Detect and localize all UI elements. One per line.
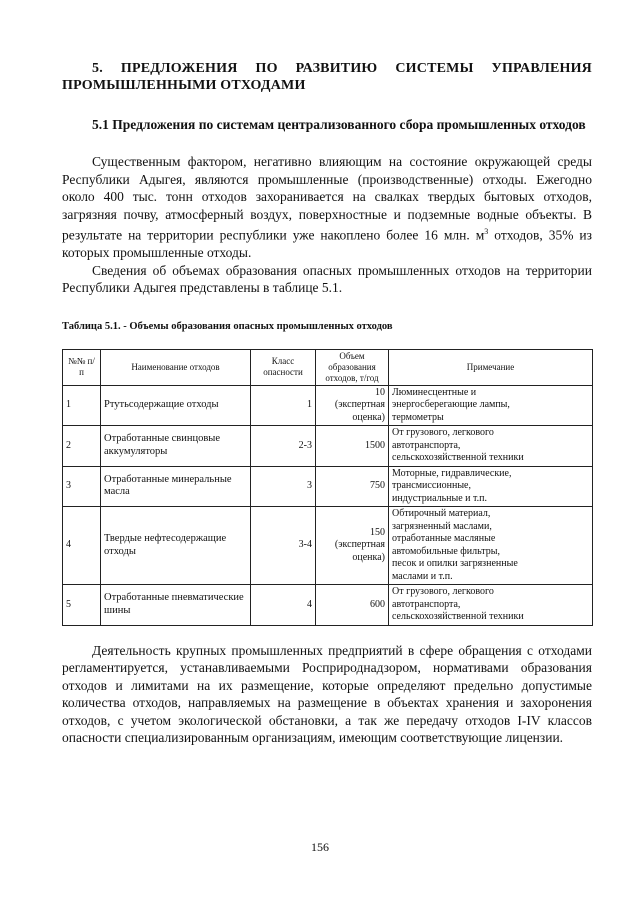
cell-volume: 10 (экспертная оценка)	[316, 385, 389, 426]
table-header-row	[63, 349, 593, 385]
cell-name: Отработанные свинцовые аккумуляторы	[101, 426, 251, 467]
paragraph-1-text-a: Существенным фактором, негативно влияющим на состояние окружающей среды Республики Адыгея, являются промышленные (производственные) отходы. Ежегодно около 400 тыс. тонн отходов захоранивается на свалках твердых бытовых отходов, загрязняя почву, атмосферный воздух, поверхностные и подземные водные объекты. В результате на территории республики уже накоплено более 16 млн. м	[62, 154, 592, 243]
paragraph-1	[62, 153, 592, 262]
cell-number: 4	[63, 507, 101, 585]
header-volume: Объем образования отходов, т/год	[316, 349, 389, 385]
cell-number: 5	[63, 585, 101, 626]
paragraph-2: Сведения об объемах образования опасных промышленных отходов на территории Республики Адыгея представлены в таблице 5.1.	[62, 262, 592, 295]
cell-number: 1	[63, 385, 101, 426]
header-name: Наименование отходов	[101, 349, 251, 385]
superscript-3: 3	[484, 227, 489, 236]
paragraph-1-text-b: отходов, 35% из которых промышленные отходы.	[62, 227, 592, 260]
document-page	[62, 60, 592, 747]
header-note: Примечание	[389, 349, 593, 385]
table-caption: Таблица 5.1. - Объемы образования опасных промышленных отходов	[62, 320, 393, 332]
cell-class: 3-4	[251, 507, 316, 585]
cell-class: 3	[251, 466, 316, 507]
cell-name: Ртутьсодержащие отходы	[101, 385, 251, 426]
cell-number: 2	[63, 426, 101, 467]
cell-note: От грузового, легкового автотранспорта, сельскохозяйственной техники	[389, 585, 593, 626]
cell-note: Люминесцентные и энергосберегающие лампы, термометры	[389, 385, 593, 426]
page-number: 156	[311, 840, 329, 854]
cell-note: Моторные, гидравлические, трансмиссионные, индустриальные и т.п.	[389, 466, 593, 507]
table-row	[63, 585, 593, 626]
cell-class: 1	[251, 385, 316, 426]
cell-volume: 600	[316, 585, 389, 626]
header-number: №№ п/п	[63, 349, 101, 385]
cell-note: Обтирочный материал, загрязненный маслами, отработанные масляные автомобильные фильтры, песок и опилки загрязненные маслами и т.п.	[389, 507, 593, 585]
section-heading: 5. ПРЕДЛОЖЕНИЯ ПО РАЗВИТИЮ СИСТЕМЫ УПРАВЛЕНИЯ ПРОМЫШЛЕННЫМИ ОТХОДАМИ	[62, 61, 592, 93]
table-row	[63, 507, 593, 585]
paragraph-3: Деятельность крупных промышленных предприятий в сфере обращения с отходами регламентируется, устанавливаемыми Росприроднадзором, нормативами образования отходов и лимитами на их размещение, которые определяют предельно допустимые количества отходов, направляемых на размещение в объектах хранения и захоронения отходов, с учетом экологической обстановки, а так же передачу отходов I-IV классов опасности специализированным организациям, имеющим соответствующие лицензии.	[62, 642, 592, 745]
cell-name: Твердые нефтесодержащие отходы	[101, 507, 251, 585]
cell-class: 4	[251, 585, 316, 626]
table-row	[63, 426, 593, 467]
table-row	[63, 385, 593, 426]
waste-table	[62, 349, 593, 626]
cell-name: Отработанные минеральные масла	[101, 466, 251, 507]
table-row	[63, 466, 593, 507]
cell-volume: 150 (экспертная оценка)	[316, 507, 389, 585]
cell-volume: 1500	[316, 426, 389, 467]
cell-volume: 750	[316, 466, 389, 507]
cell-name: Отработанные пневматические шины	[101, 585, 251, 626]
subsection-heading: 5.1 Предложения по системам централизованного сбора промышленных отходов	[92, 117, 586, 132]
cell-number: 3	[63, 466, 101, 507]
cell-note: От грузового, легкового автотранспорта, сельскохозяйственной техники	[389, 426, 593, 467]
cell-class: 2-3	[251, 426, 316, 467]
header-class: Класс опасности	[251, 349, 316, 385]
